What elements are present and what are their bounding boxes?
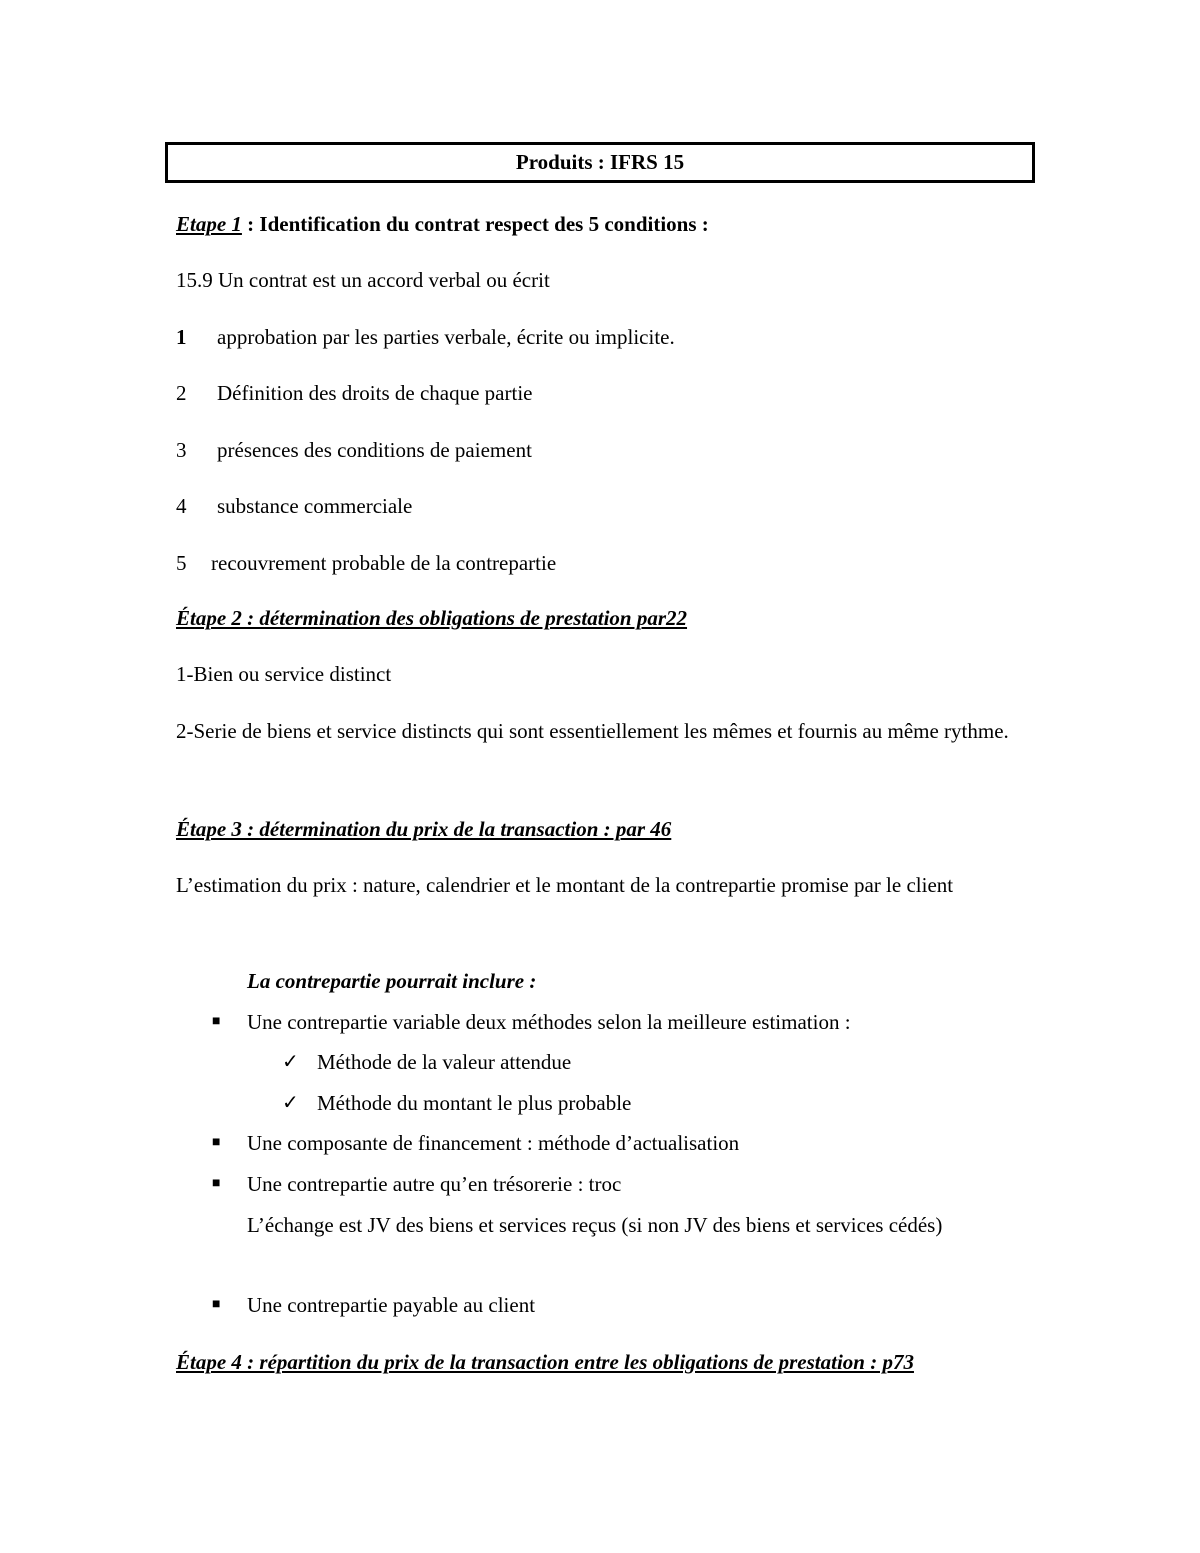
step1-heading-text: : Identification du contrat respect des 5 conditions : xyxy=(241,212,709,236)
condition-text: recouvrement probable de la contrepartie xyxy=(211,551,557,575)
square-bullet-icon: ■ xyxy=(212,1135,221,1150)
step2-heading: Étape 2 : détermination des obligations de prestation par22 xyxy=(176,606,688,630)
bullet-item: Une contrepartie payable au client xyxy=(247,1293,536,1317)
condition-text: présences des conditions de paiement xyxy=(217,438,532,462)
condition-item xyxy=(176,325,675,349)
bullet-item: Une contrepartie autre qu’en trésorerie : troc xyxy=(247,1172,622,1196)
square-bullet-icon: ■ xyxy=(212,1297,221,1312)
step3-heading: Étape 3 : détermination du prix de la transaction : par 46 xyxy=(176,817,672,841)
step1-heading xyxy=(176,212,709,236)
method-item: Méthode du montant le plus probable xyxy=(317,1091,632,1115)
condition-item xyxy=(176,494,412,518)
document-title xyxy=(165,142,1035,183)
method-item: Méthode de la valeur attendue xyxy=(317,1050,572,1074)
step4-heading: Étape 4 : répartition du prix de la transaction entre les obligations de prestation : p73 xyxy=(176,1350,914,1374)
condition-number: 3 xyxy=(176,438,187,462)
condition-item xyxy=(176,551,556,575)
condition-item xyxy=(176,438,532,462)
square-bullet-icon: ■ xyxy=(212,1176,221,1191)
contract-intro: 15.9 Un contrat est un accord verbal ou écrit xyxy=(176,268,550,292)
step2-item: 1-Bien ou service distinct xyxy=(176,662,392,686)
condition-text: Définition des droits de chaque partie xyxy=(217,381,533,405)
step3-paragraph: L’estimation du prix : nature, calendrier et le montant de la contrepartie promise par le client xyxy=(176,873,954,897)
condition-number: 2 xyxy=(176,381,187,405)
step3-subheading: La contrepartie pourrait inclure : xyxy=(247,969,537,993)
bullet-item: Une composante de financement : méthode d’actualisation xyxy=(247,1131,740,1155)
step1-label: Etape 1 xyxy=(176,212,242,236)
step2-item: 2-Serie de biens et service distincts qui sont essentiellement les mêmes et fournis au même rythme. xyxy=(176,719,1009,743)
checkmark-icon: ✓ xyxy=(282,1051,299,1073)
checkmark-icon: ✓ xyxy=(282,1092,299,1114)
condition-text: approbation par les parties verbale, écrite ou implicite. xyxy=(217,325,675,349)
condition-number: 5 xyxy=(176,551,187,575)
condition-item xyxy=(176,381,532,405)
exchange-note: L’échange est JV des biens et services reçus (si non JV des biens et services cédés) xyxy=(247,1213,943,1237)
condition-number: 1 xyxy=(176,325,187,349)
bullet-item: Une contrepartie variable deux méthodes selon la meilleure estimation : xyxy=(247,1010,851,1034)
condition-number: 4 xyxy=(176,494,187,518)
condition-text: substance commerciale xyxy=(217,494,413,518)
document-title-text: Produits : IFRS 15 xyxy=(515,150,685,174)
square-bullet-icon: ■ xyxy=(212,1014,221,1029)
